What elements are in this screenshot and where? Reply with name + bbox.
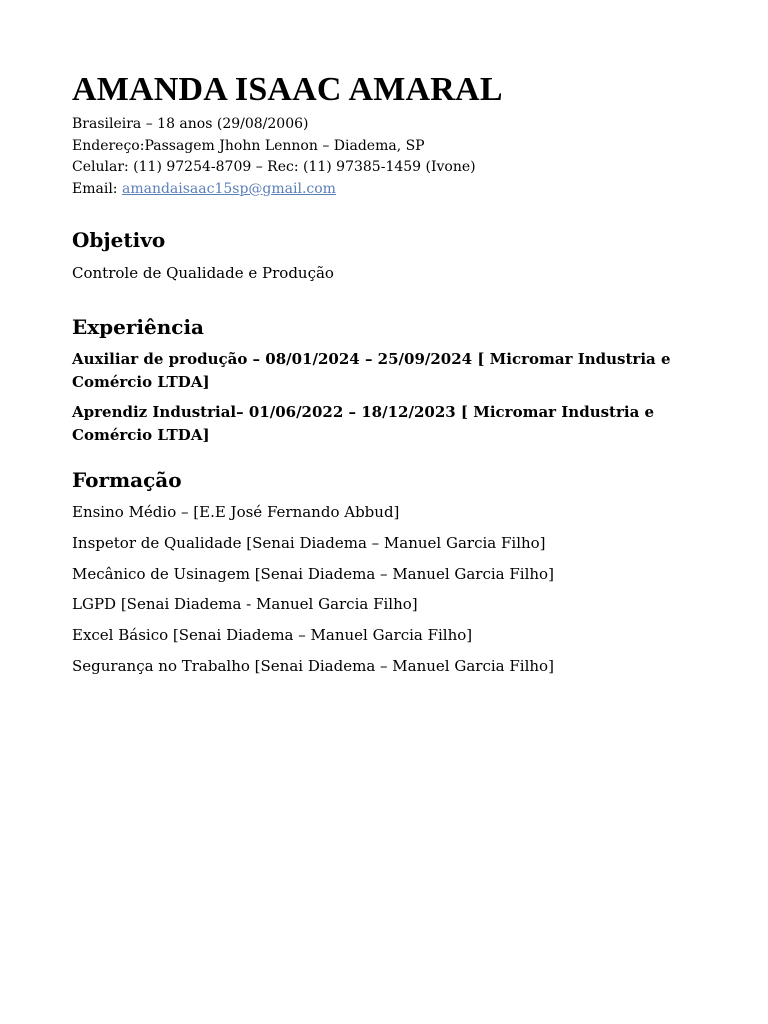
- address: Endereço:Passagem Jhohn Lennon – Diadema, SP: [72, 137, 425, 154]
- education-item: Inspetor de Qualidade [Senai Diadema – Manuel Garcia Filho]: [72, 533, 546, 552]
- education-heading: Formação: [72, 468, 182, 492]
- education-list: [72, 501, 712, 677]
- education-item: Ensino Médio – [E.E José Fernando Abbud]: [72, 503, 400, 521]
- candidate-name: AMANDA ISAAC AMARAL: [72, 71, 503, 108]
- education-item: Segurança no Trabalho [Senai Diadema – Manuel Garcia Filho]: [72, 656, 554, 675]
- education-item: Excel Básico [Senai Diadema – Manuel Garcia Filho]: [72, 626, 473, 645]
- phone-numbers: Celular: (11) 97254-8709 – Rec: (11) 97385-1459 (Ivone): [72, 159, 476, 175]
- resume-document: [72, 70, 712, 686]
- education-item: Mecânico de Usinagem [Senai Diadema – Manuel Garcia Filho]: [72, 564, 554, 583]
- experience-list: [72, 348, 712, 447]
- objective-text: Controle de Qualidade e Produção: [72, 264, 334, 282]
- email-link[interactable]: amandaisaac15sp@gmail.com: [121, 180, 336, 197]
- experience-item: Auxiliar de produção – 08/01/2024 – 25/09/2024 [ Micromar Industria e Comércio LTDA]: [72, 350, 671, 391]
- nationality-age: Brasileira – 18 anos (29/08/2006): [72, 116, 309, 132]
- email-label: Email:: [72, 180, 122, 197]
- education-item: LGPD [Senai Diadema - Manuel Garcia Filho]: [72, 595, 418, 614]
- contact-block: [72, 114, 712, 200]
- experience-item: Aprendiz Industrial– 01/06/2022 – 18/12/2023 [ Micromar Industria e Comércio LTDA]: [72, 403, 655, 444]
- experience-heading: Experiência: [72, 315, 205, 339]
- objective-heading: Objetivo: [72, 228, 166, 252]
- email-line: [72, 179, 712, 201]
